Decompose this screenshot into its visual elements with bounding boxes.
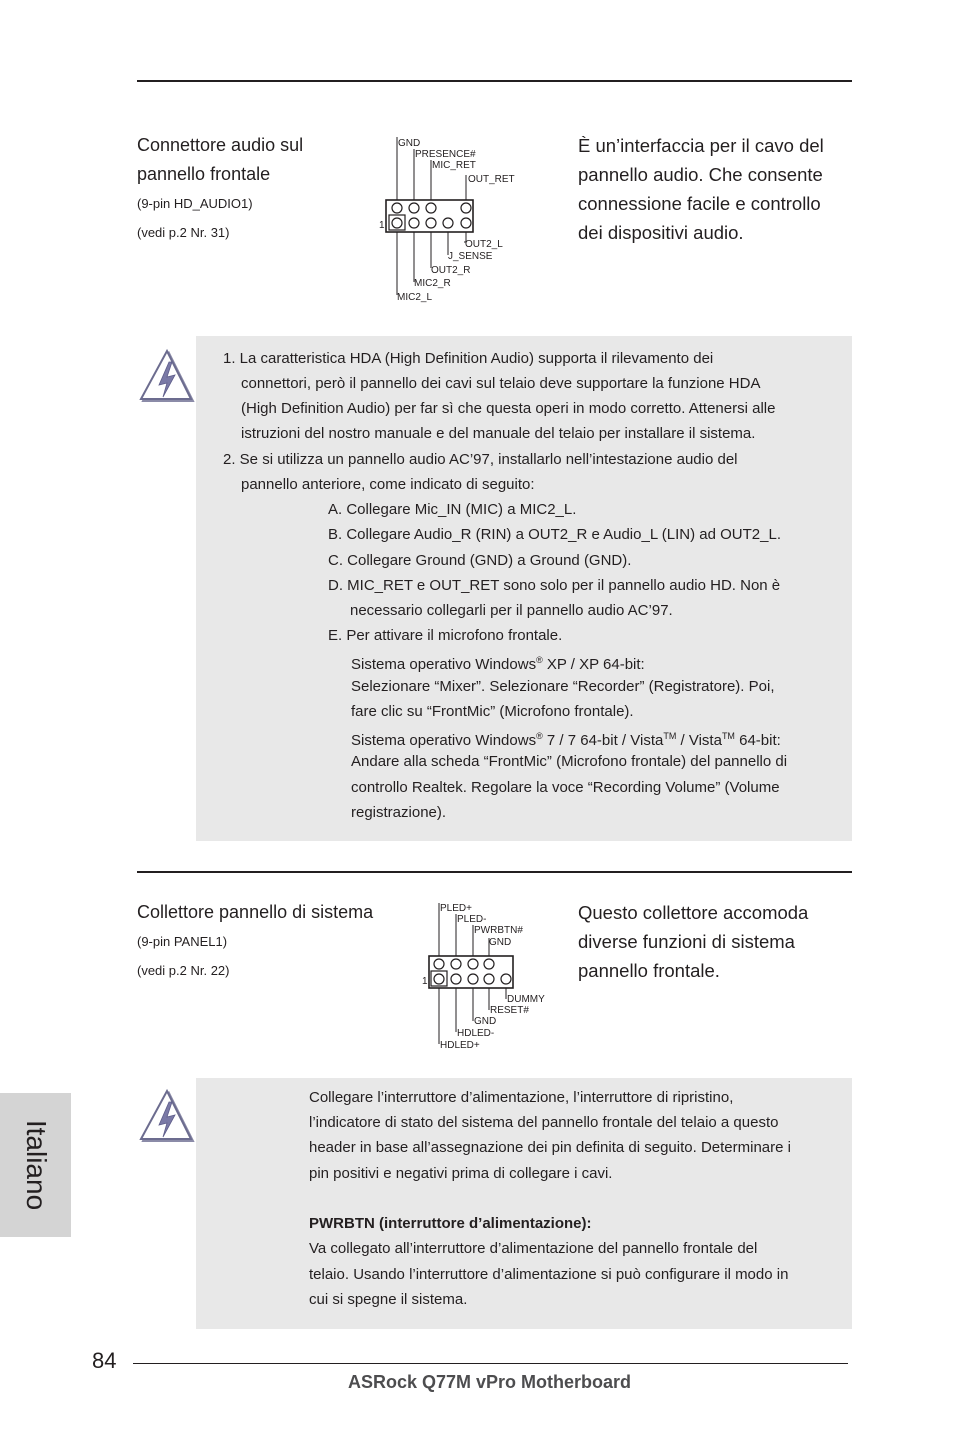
note-line: cui si spegne il sistema. bbox=[309, 1291, 468, 1308]
pin-label-pled-minus: PLED- bbox=[457, 914, 487, 925]
note-line: l’indicatore di stato del sistema del pannello frontale del telaio a questo bbox=[309, 1114, 779, 1131]
win7-text-d: 64-bit: bbox=[734, 732, 781, 749]
pin-label-gnd: GND bbox=[398, 138, 421, 149]
note-line: pannello anteriore, come indicato di seguito: bbox=[241, 476, 535, 493]
audio-desc-line: connessione facile e controllo bbox=[578, 193, 821, 214]
pin-label-mic2-r: MIC2_R bbox=[414, 278, 451, 289]
pin-label-mic-ret: MIC_RET bbox=[432, 160, 476, 171]
footer-rule bbox=[133, 1363, 848, 1364]
audio-pin-info: (9-pin HD_AUDIO1) bbox=[137, 196, 253, 211]
win7-text-a: Sistema operativo Windows bbox=[351, 732, 537, 749]
note-line: B. Collegare Audio_R (RIN) a OUT2_R e Audio_L (LIN) ad OUT2_L. bbox=[328, 526, 781, 543]
note-line: necessario collegarli per il pannello audio AC’97. bbox=[350, 602, 673, 619]
top-rule bbox=[137, 80, 852, 82]
note-line: Andare alla scheda “FrontMic” (Microfono frontale) del pannello di bbox=[351, 753, 788, 770]
panel-description bbox=[578, 898, 808, 985]
note-line: pin positivi e negativi prima di collegare i cavi. bbox=[309, 1165, 613, 1182]
panel-desc-line: pannello frontale. bbox=[578, 960, 720, 981]
panel-header-title bbox=[137, 898, 373, 985]
note-line: telaio. Usando l’interruttore d’alimentazione si può configurare il modo in bbox=[309, 1266, 789, 1283]
pin-label-out2-r: OUT2_R bbox=[431, 265, 471, 276]
pin-label-hdled-minus: HDLED- bbox=[457, 1028, 495, 1039]
trademark-mark: TM bbox=[663, 731, 677, 741]
audio-title-line1: Connettore audio sul bbox=[137, 135, 304, 155]
note-line: (High Definition Audio) per far sì che questa operi in modo corretto. Attenersi alle bbox=[241, 400, 776, 417]
win7-text-b: 7 / 7 64-bit / Vista bbox=[542, 732, 664, 749]
panel-header-diagram bbox=[420, 900, 560, 1052]
section-rule bbox=[137, 871, 852, 873]
audio-header-title bbox=[137, 131, 303, 247]
pwrbtn-title: PWRBTN (interruttore d’alimentazione): bbox=[309, 1215, 592, 1232]
note-line: fare clic su “FrontMic” (Microfono frontale). bbox=[351, 703, 634, 720]
note-line: C. Collegare Ground (GND) a Ground (GND). bbox=[328, 552, 632, 569]
win7-text-c: / Vista bbox=[676, 732, 722, 749]
panel-pin-info: (9-pin PANEL1) bbox=[137, 934, 228, 949]
pin-label-dummy: DUMMY bbox=[507, 994, 545, 1005]
pin-1-marker: 1 bbox=[379, 220, 385, 231]
audio-desc-line: pannello audio. Che consente bbox=[578, 164, 823, 185]
pin-label-gnd-top: GND bbox=[489, 937, 512, 948]
audio-desc-line: dei dispositivi audio. bbox=[578, 222, 744, 243]
panel-desc-line: Questo collettore accomoda bbox=[578, 902, 809, 923]
panel-title: Collettore pannello di sistema bbox=[137, 902, 374, 922]
pin-label-out-ret: OUT_RET bbox=[468, 174, 515, 185]
audio-ref: (vedi p.2 Nr. 31) bbox=[137, 225, 230, 240]
note-line: Va collegato all’interruttore d’alimentazione del pannello frontale del bbox=[309, 1240, 758, 1257]
panel-ref: (vedi p.2 Nr. 22) bbox=[137, 963, 230, 978]
pin-label-out2-l: OUT2_L bbox=[465, 239, 503, 250]
winxp-text-a: Sistema operativo Windows bbox=[351, 656, 537, 673]
note-line: header in base all’assegnazione dei pin definita di seguito. Determinare i bbox=[309, 1139, 791, 1156]
audio-desc-line: È un’interfaccia per il cavo del bbox=[578, 135, 824, 156]
note-line: Selezionare “Mixer”. Selezionare “Recorder” (Registratore). Poi, bbox=[351, 678, 775, 695]
note-line: D. MIC_RET e OUT_RET sono solo per il pannello audio HD. Non è bbox=[328, 577, 781, 594]
note-line: 2. Se si utilizza un pannello audio AC’97, installarlo nell’intestazione audio del bbox=[223, 451, 738, 468]
pin-label-pled-plus: PLED+ bbox=[440, 903, 472, 914]
pin-label-pwrbtn: PWRBTN# bbox=[474, 925, 523, 936]
caution-icon bbox=[137, 348, 197, 406]
language-label: Italiano bbox=[20, 1119, 52, 1211]
page-number: 84 bbox=[92, 1348, 117, 1373]
panel-desc-line: diverse funzioni di sistema bbox=[578, 931, 795, 952]
pin-label-presence: PRESENCE# bbox=[415, 149, 476, 160]
note-line-winxp bbox=[351, 648, 645, 677]
caution-icon bbox=[137, 1088, 197, 1146]
note-line: connettori, però il pannello dei cavi sul telaio deve supportare la funzione HDA bbox=[241, 375, 761, 392]
registered-mark: ® bbox=[536, 731, 543, 741]
pin-label-gnd-bottom: GND bbox=[474, 1016, 497, 1027]
note-line: 1. La caratteristica HDA (High Definition Audio) supporta il rilevamento dei bbox=[223, 350, 714, 367]
audio-description bbox=[578, 131, 824, 247]
language-side-tab bbox=[0, 1093, 71, 1237]
note-line: istruzioni del nostro manuale e del manuale del telaio per installare il sistema. bbox=[241, 425, 756, 442]
note-line: controllo Realtek. Regolare la voce “Recording Volume” (Volume bbox=[351, 779, 780, 796]
trademark-mark: TM bbox=[721, 731, 735, 741]
pin-label-hdled-plus: HDLED+ bbox=[440, 1040, 480, 1051]
pin-label-j-sense: J_SENSE bbox=[448, 251, 493, 262]
pin-1-marker: 1 bbox=[422, 976, 428, 987]
note-line: E. Per attivare il microfono frontale. bbox=[328, 627, 563, 644]
note-line: registrazione). bbox=[351, 804, 447, 821]
audio-title-line2: pannello frontale bbox=[137, 164, 271, 184]
note-line: Collegare l’interruttore d’alimentazione, l’interruttore di ripristino, bbox=[309, 1089, 734, 1106]
footer-product: ASRock Q77M vPro Motherboard bbox=[348, 1372, 632, 1392]
note-line: A. Collegare Mic_IN (MIC) a MIC2_L. bbox=[328, 501, 577, 518]
audio-header-diagram bbox=[376, 134, 526, 306]
winxp-text-b: XP / XP 64-bit: bbox=[542, 656, 645, 673]
registered-mark: ® bbox=[536, 655, 543, 665]
pin-label-mic2-l: MIC2_L bbox=[397, 292, 433, 303]
pin-label-reset: RESET# bbox=[490, 1005, 529, 1016]
